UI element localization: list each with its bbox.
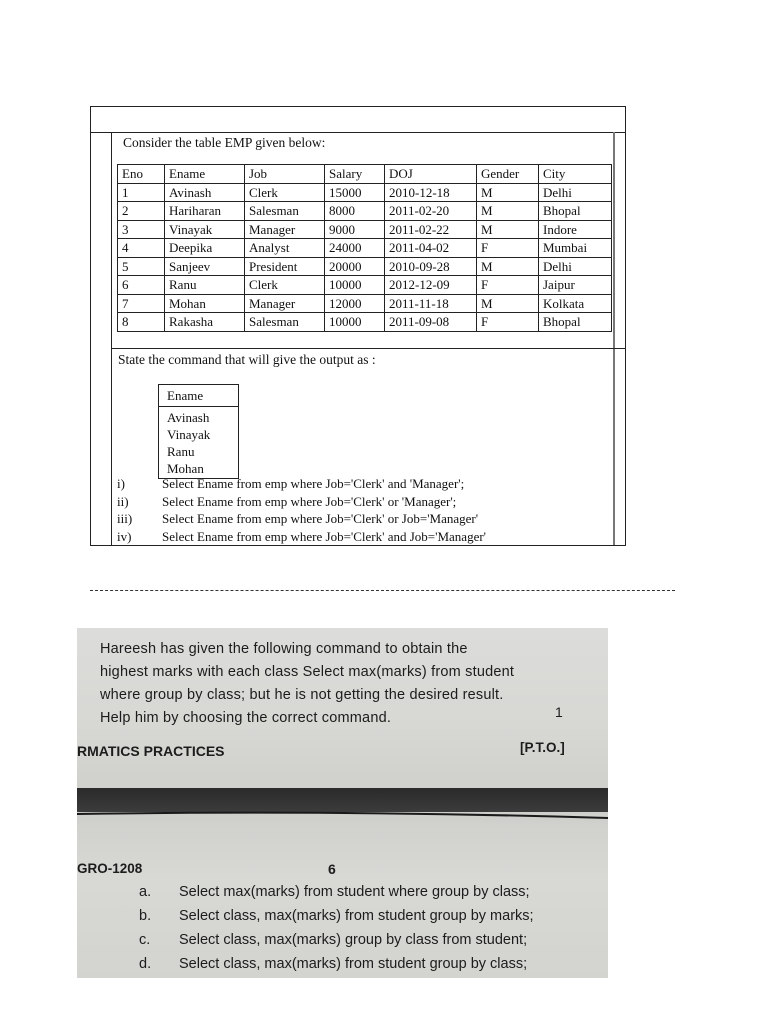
table-cell: Analyst: [245, 239, 325, 258]
table-cell: Mohan: [165, 294, 245, 313]
question-line: Hareesh has given the following command to obtain the: [100, 641, 468, 657]
table-cell: 1: [118, 183, 165, 202]
option-text: Select Ename from emp where Job='Clerk' and 'Manager';: [162, 476, 465, 491]
option-number: i): [117, 476, 125, 491]
table-cell: M: [477, 220, 539, 239]
table-cell: Delhi: [539, 257, 612, 276]
option-text: Select class, max(marks) from student group by class;: [179, 956, 528, 972]
option-number: iv): [117, 528, 132, 544]
output-row: Mohan: [167, 461, 204, 476]
dashed-separator: [90, 590, 675, 591]
column-header: Job: [245, 165, 325, 184]
emp-table: [117, 164, 612, 332]
table-cell: Salesman: [245, 202, 325, 221]
table-cell: 4: [118, 239, 165, 258]
table-row: [118, 220, 612, 239]
table-row: [118, 313, 612, 332]
table-cell: 2011-04-02: [385, 239, 477, 258]
table-cell: 2011-09-08: [385, 313, 477, 332]
table-cell: 15000: [325, 183, 385, 202]
table-cell: Deepika: [165, 239, 245, 258]
table-cell: 2010-12-18: [385, 183, 477, 202]
option-number: d.: [139, 956, 152, 972]
column-header: Salary: [325, 165, 385, 184]
question-text: [100, 638, 514, 730]
right-column-rule: [613, 132, 615, 545]
table-row: [118, 276, 612, 295]
question-intro: Consider the table EMP given below:: [123, 135, 326, 150]
option-number: c.: [139, 932, 151, 948]
table-row: [118, 239, 612, 258]
answer-option: [139, 952, 534, 976]
table-cell: 2012-12-09: [385, 276, 477, 295]
table-cell: M: [477, 183, 539, 202]
answer-option: [117, 475, 486, 493]
option-number: a.: [139, 884, 152, 900]
option-number: b.: [139, 908, 152, 924]
table-cell: Indore: [539, 220, 612, 239]
output-row: Ranu: [167, 444, 195, 459]
option-text: Select class, max(marks) from student group by marks;: [179, 908, 534, 924]
table-cell: 3: [118, 220, 165, 239]
table-cell: 2010-09-28: [385, 257, 477, 276]
answer-option: [117, 493, 486, 511]
table-cell: Bhopal: [539, 202, 612, 221]
table-cell: 2011-11-18: [385, 294, 477, 313]
table-cell: 7: [118, 294, 165, 313]
table-cell: Sanjeev: [165, 257, 245, 276]
table-cell: 10000: [325, 313, 385, 332]
table-cell: 5: [118, 257, 165, 276]
answer-option: [139, 904, 534, 928]
table-cell: Mumbai: [539, 239, 612, 258]
page-number: 6: [328, 861, 336, 877]
answer-option: [139, 928, 534, 952]
output-header: Ename: [159, 385, 238, 407]
table-cell: 10000: [325, 276, 385, 295]
answer-options: [117, 475, 486, 545]
table-cell: Clerk: [245, 276, 325, 295]
question-line: Help him by choosing the correct command.: [100, 710, 392, 726]
column-header: DOJ: [385, 165, 477, 184]
table-cell: 6: [118, 276, 165, 295]
column-header: Eno: [118, 165, 165, 184]
table-cell: 9000: [325, 220, 385, 239]
table-row: [118, 294, 612, 313]
table-row: [118, 183, 612, 202]
table-cell: Jaipur: [539, 276, 612, 295]
table-cell: Ranu: [165, 276, 245, 295]
table-cell: President: [245, 257, 325, 276]
question-box: [90, 106, 626, 546]
question-prompt: State the command that will give the output as :: [118, 352, 376, 367]
column-header: City: [539, 165, 612, 184]
table-cell: Avinash: [165, 183, 245, 202]
page-footer-subject: RMATICS PRACTICES: [77, 743, 225, 759]
answer-option: [117, 528, 486, 546]
table-cell: 24000: [325, 239, 385, 258]
output-row: Avinash: [167, 410, 210, 425]
table-cell: Manager: [245, 294, 325, 313]
page-edge-curve: [77, 808, 608, 822]
table-cell: Manager: [245, 220, 325, 239]
table-cell: F: [477, 239, 539, 258]
answer-option: [139, 880, 534, 904]
table-cell: Bhopal: [539, 313, 612, 332]
output-table: [158, 384, 239, 479]
section-divider: [111, 348, 625, 349]
option-text: Select Ename from emp where Job='Clerk' or 'Manager';: [162, 493, 457, 509]
answer-options: [139, 880, 534, 976]
table-cell: 2011-02-20: [385, 202, 477, 221]
table-cell: Salesman: [245, 313, 325, 332]
table-cell: Rakasha: [165, 313, 245, 332]
table-cell: Clerk: [245, 183, 325, 202]
question-line: highest marks with each class Select max(marks) from student: [100, 664, 515, 680]
table-cell: 12000: [325, 294, 385, 313]
table-cell: Hariharan: [165, 202, 245, 221]
table-row: [118, 202, 612, 221]
table-cell: 2011-02-22: [385, 220, 477, 239]
option-text: Select max(marks) from student where group by class;: [179, 884, 530, 900]
answer-option: [117, 510, 486, 528]
table-cell: Delhi: [539, 183, 612, 202]
table-cell: 8: [118, 313, 165, 332]
output-row: Vinayak: [167, 427, 211, 442]
option-number: ii): [117, 493, 129, 509]
table-cell: M: [477, 294, 539, 313]
option-number: iii): [117, 511, 133, 526]
table-row: [118, 257, 612, 276]
column-header: Gender: [477, 165, 539, 184]
left-column-rule: [111, 132, 112, 545]
table-cell: Kolkata: [539, 294, 612, 313]
table-cell: F: [477, 276, 539, 295]
table-cell: M: [477, 257, 539, 276]
table-cell: 8000: [325, 202, 385, 221]
table-cell: F: [477, 313, 539, 332]
paper-code: GRO-1208: [77, 861, 143, 876]
option-text: Select Ename from emp where Job='Clerk' or Job='Manager': [162, 511, 479, 526]
table-cell: Vinayak: [165, 220, 245, 239]
question-line: where group by class; but he is not getting the desired result.: [100, 687, 504, 703]
table-cell: 20000: [325, 257, 385, 276]
table-header-row: [118, 165, 612, 184]
column-header: Ename: [165, 165, 245, 184]
table-cell: M: [477, 202, 539, 221]
page-footer-pto: [P.T.O.]: [520, 740, 565, 755]
marks-label: 1: [555, 704, 563, 720]
option-text: Select Ename from emp where Job='Clerk' and Job='Manager': [162, 528, 487, 544]
option-text: Select class, max(marks) group by class from student;: [179, 932, 528, 948]
question-photo: [77, 628, 608, 978]
top-strip: [91, 107, 625, 133]
table-cell: 2: [118, 202, 165, 221]
